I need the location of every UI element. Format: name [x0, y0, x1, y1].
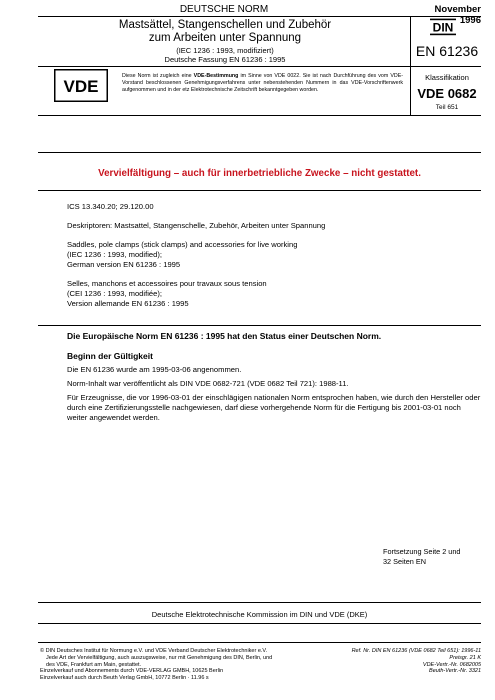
descriptors: Deskriptoren: Mastsattel, Stangenschelle, Zubehör, Arbeiten unter Spannung: [67, 221, 326, 230]
validity-paragraph: Die EN 61236 wurde am 1995-03-06 angenommen.: [67, 365, 242, 374]
reference-line: Beuth-Vertr.-Nr. 3321: [429, 668, 481, 675]
commission-name: Deutsche Elektrotechnische Kommission im DIN und VDE (DKE): [151, 610, 368, 619]
reference-numbers: [330, 648, 481, 675]
header-bottom-rule: [38, 66, 481, 67]
copyright-line: des VDE, Frankfurt am Main, gestattet.: [46, 661, 142, 668]
english-title-line: Saddles, pole clamps (stick clamps) and accessories for live working: [67, 240, 298, 249]
vde-logo: [54, 69, 108, 102]
classification-part: Teil 651: [435, 104, 459, 111]
reference-line: Ref. Nr. DIN EN 61236 (VDE 0682 Teil 651): 1996-11: [351, 648, 481, 654]
commission-top-rule: [38, 602, 481, 603]
vde-logo-text: VDE: [63, 77, 99, 96]
footer-top-rule: [38, 642, 481, 643]
copy-warning: Vervielfältigung – auch für innerbetriebliche Zwecke – nicht gestattet.: [98, 168, 421, 179]
document-subtitle: [40, 46, 410, 64]
subtitle-line: (IEC 1236 : 1993, modifiziert): [176, 46, 274, 55]
notice-text-bold: VDE-Bestimmung: [193, 73, 239, 79]
document-title: [40, 19, 410, 45]
copyright-line: © DIN Deutsches Institut für Normung e.V. und VDE Verband Deutscher Elektrotechniker e.V.: [40, 648, 268, 654]
reference-line: Preisgr. 21 K: [449, 654, 481, 661]
french-title-line: (CEI 1236 : 1993, modifiée);: [67, 288, 162, 298]
english-title: [67, 240, 467, 269]
vde-notice: [122, 73, 403, 94]
continuation-line: Fortsetzung Seite 2 und: [383, 547, 461, 556]
status-statement: Die Europäische Norm EN 61236 : 1995 hat den Status einer Deutschen Norm.: [67, 331, 382, 341]
header-divider-vertical: [410, 16, 411, 66]
issue-date: November 1996: [434, 4, 481, 26]
notice-text-post: im Sinne von VDE 0022. Sie ist nach Durchführung des vom VDE-Vorstand beschlossenen Genehmigungsverfahrens unter nebenstehenden Nummern in das VDE-Vorschriftenwerk aufgenommen und in der etz Elektrotechnische Zeitschrift bekanntgegeben worden.: [122, 73, 404, 94]
subtitle-line: Deutsche Fassung EN 61236 : 1995: [164, 55, 286, 64]
continuation-note: [383, 547, 479, 566]
copyright-line: Einzelverkauf und Abonnements durch VDE-VERLAG GMBH, 10625 Berlin: [40, 668, 224, 675]
din-logo-text: DIN: [432, 20, 454, 35]
english-title-line: (IEC 1236 : 1993, modified);: [67, 249, 162, 259]
french-title-line: Selles, manchons et accessoires pour travaux sous tension: [67, 279, 267, 288]
ics-codes: ICS 13.340.20; 29.120.00: [67, 202, 154, 211]
reference-line: VDE-Vertr.-Nr. 0682005: [422, 661, 481, 668]
commission-bottom-rule: [38, 623, 481, 624]
french-title-line: Version allemande EN 61236 : 1995: [67, 298, 189, 308]
french-title: [67, 279, 467, 308]
din-logo: [428, 18, 458, 36]
copyright-line: Einzelverkauf auch durch Beuth Verlag GmbH, 10772 Berlin · 11.96 s: [40, 675, 209, 682]
validity-heading: Beginn der Gültigkeit: [67, 351, 153, 361]
title-line: Mastsättel, Stangenschellen und Zubehör: [118, 19, 332, 31]
en-number: EN 61236: [415, 43, 479, 59]
status-top-rule: [38, 325, 481, 326]
classification-label: Klassifikation: [425, 73, 469, 82]
validity-paragraph: Norm-Inhalt war veröffentlicht als DIN VDE 0682-721 (VDE 0682 Teil 721): 1988-11.: [67, 379, 349, 388]
validity-paragraph: Für Erzeugnisse, die vor 1996-03-01 der einschlägigen nationalen Norm entsprochen haben, wie durch den Hersteller oder durch eine Zertifizierungsstelle nachgewiesen, darf diese vorhergehende Norm für die Fertigung bis 2001-03-01 noch weiter angewendet werden.: [67, 393, 481, 422]
copyright-notice: [40, 648, 330, 682]
notice-text-pre: Diese Norm ist zugleich eine: [122, 73, 194, 79]
classification-bottom-rule: [38, 115, 481, 116]
copyright-line: Jede Art der Vervielfältigung, auch auszugsweise, nur mit Genehmigung des DIN, Berlin, und: [46, 654, 273, 661]
title-line: zum Arbeiten unter Spannung: [148, 32, 302, 44]
classification-number: VDE 0682: [417, 86, 477, 101]
warning-top-rule: [38, 152, 481, 153]
english-title-line: German version EN 61236 : 1995: [67, 259, 181, 269]
classification-divider-vertical: [410, 66, 411, 116]
warning-bottom-rule: [38, 190, 481, 191]
continuation-line: 32 Seiten EN: [383, 556, 426, 566]
norm-label: DEUTSCHE NORM: [179, 4, 269, 15]
